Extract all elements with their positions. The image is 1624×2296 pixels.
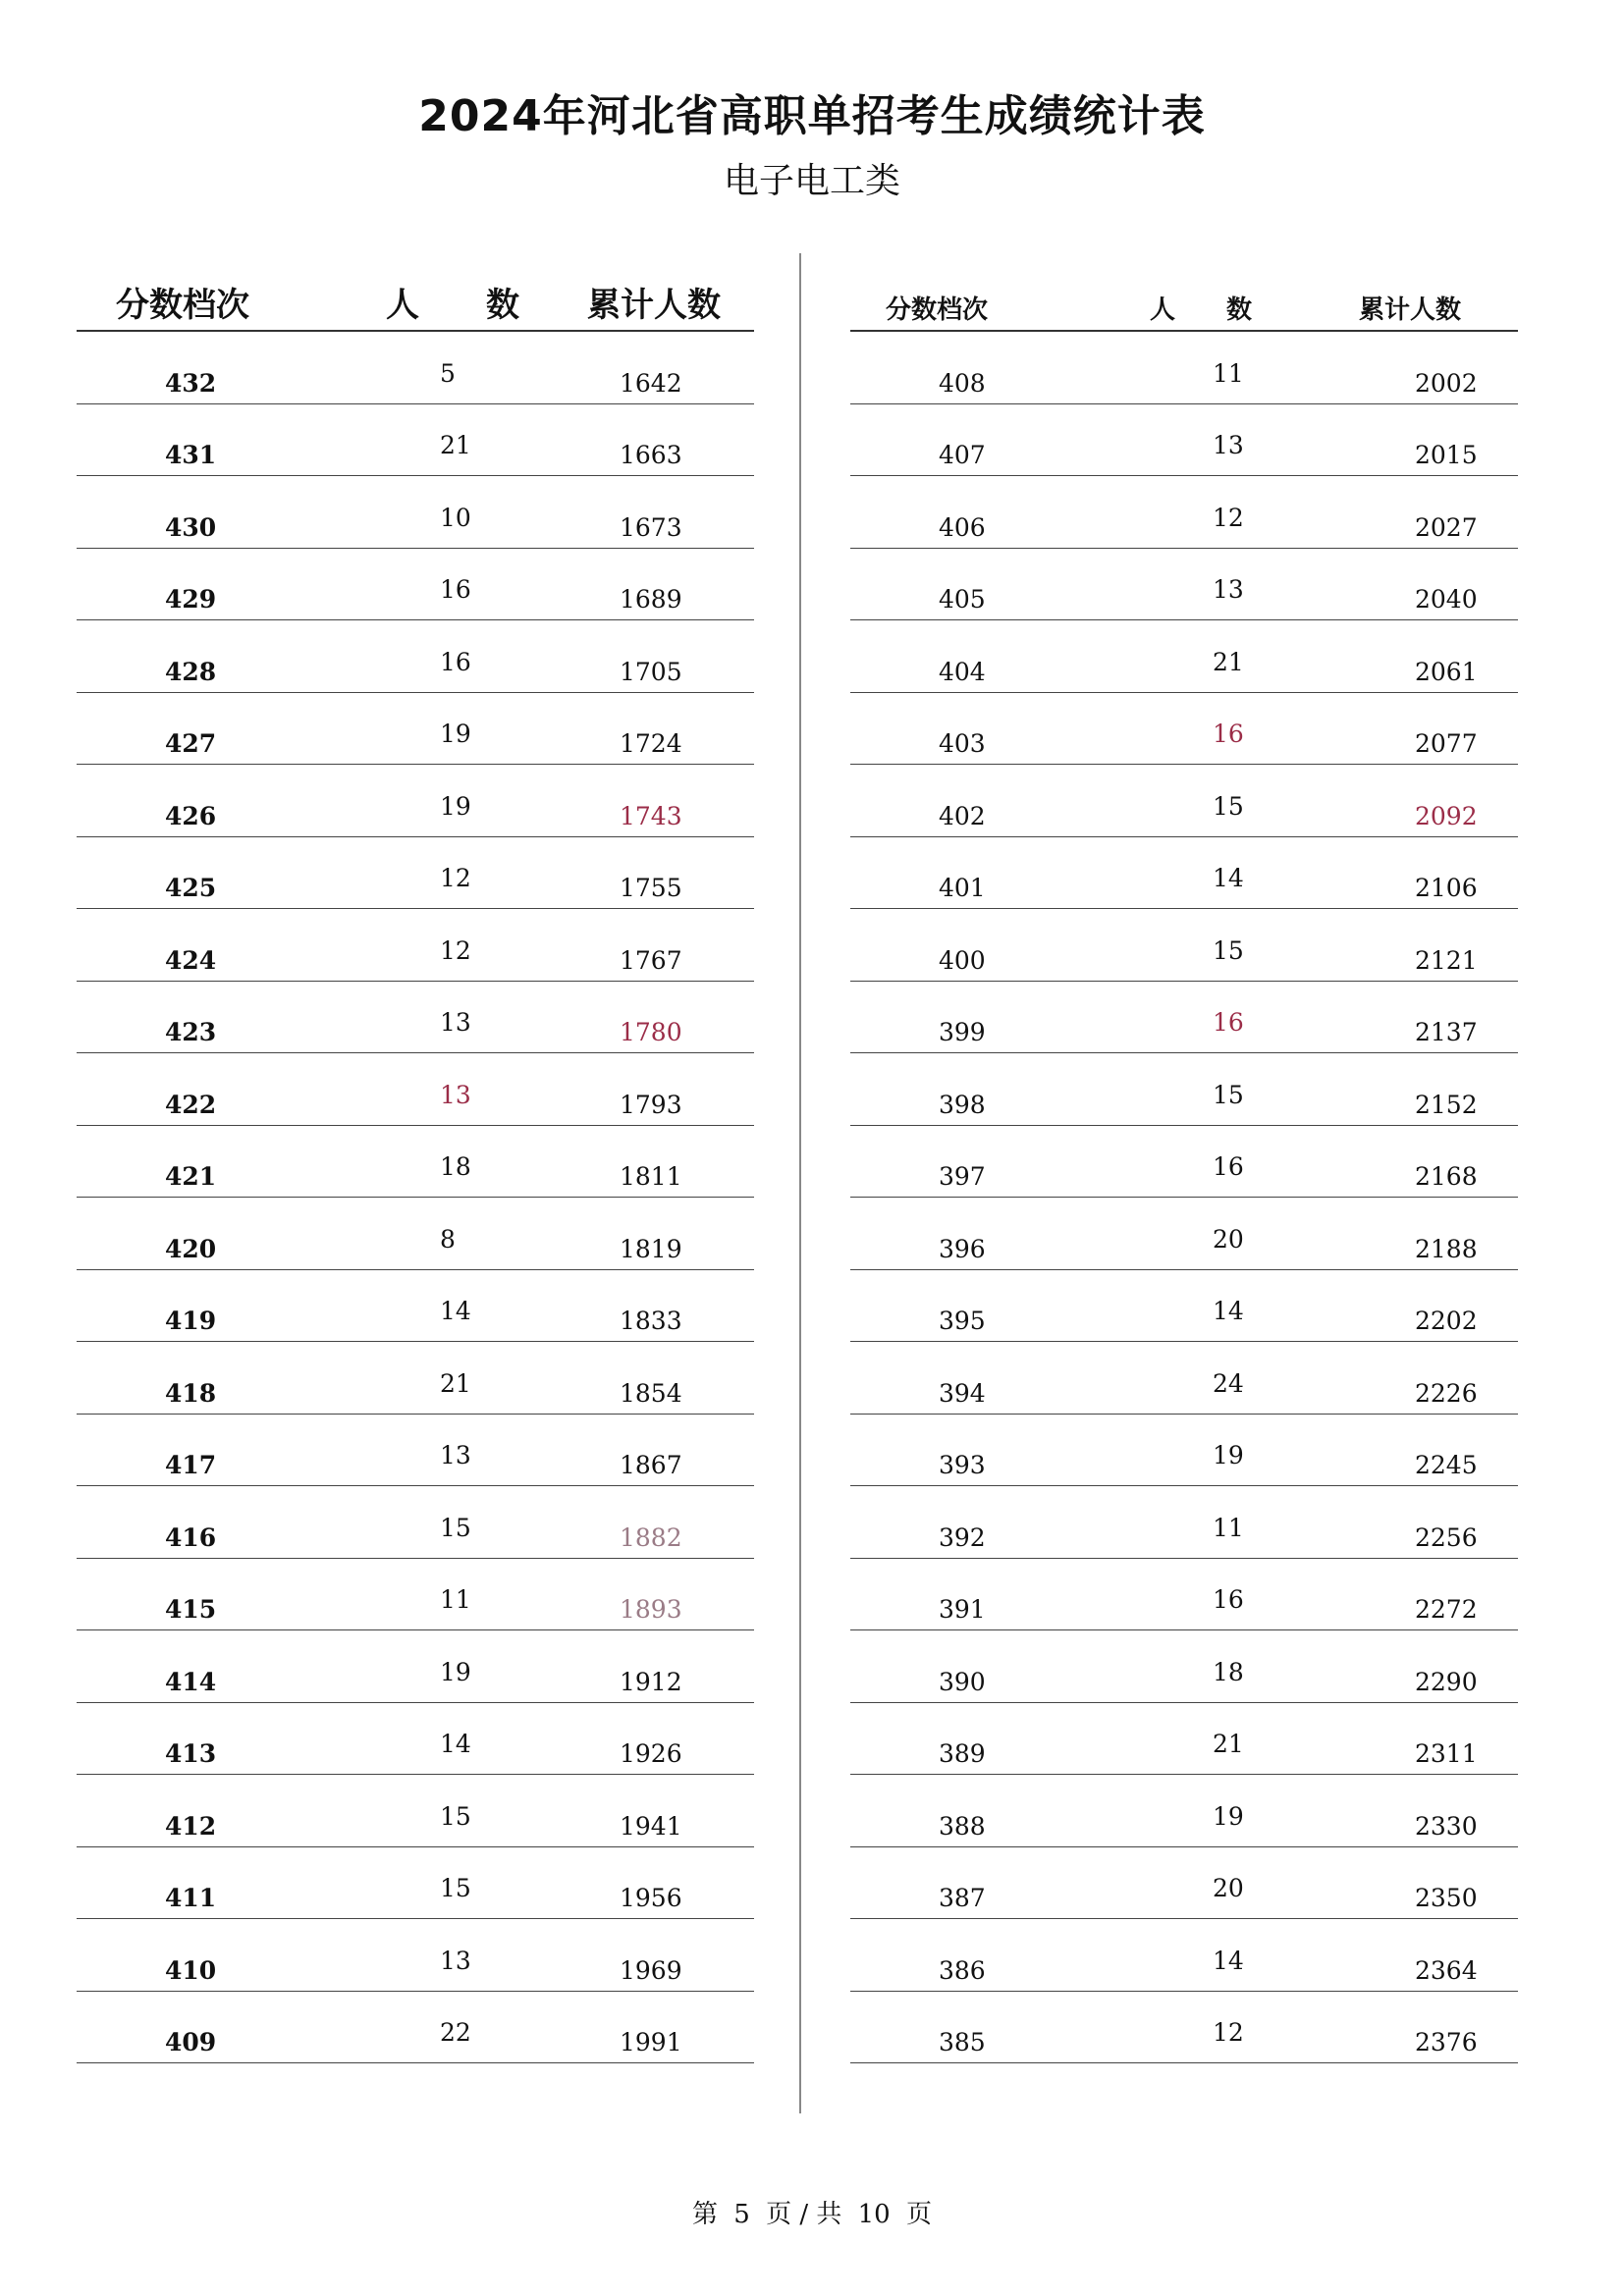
count-cell: 14 [440, 1730, 471, 1758]
table-row [850, 1847, 1518, 1920]
count-cell: 5 [440, 358, 456, 388]
score-cell: 419 [165, 1307, 217, 1335]
table-row [850, 1342, 1518, 1415]
count-cell: 14 [1213, 1297, 1244, 1325]
footer-prefix: 第 [691, 2200, 718, 2229]
count-cell: 19 [440, 1657, 471, 1686]
score-cell: 429 [165, 585, 217, 614]
count-cell: 15 [1213, 1080, 1244, 1109]
count-cell: 19 [1213, 1441, 1244, 1469]
count-cell: 8 [440, 1224, 456, 1254]
cumulative-cell: 2272 [1415, 1595, 1478, 1624]
score-cell: 395 [939, 1307, 986, 1335]
count-cell: 21 [440, 1368, 471, 1398]
score-cell: 431 [165, 441, 217, 469]
table-body [77, 332, 754, 2063]
count-cell: 18 [1213, 1657, 1244, 1686]
header-cumulative: 累计人数 [1359, 295, 1462, 325]
score-cell: 420 [165, 1234, 217, 1263]
count-cell: 16 [1213, 1152, 1244, 1181]
score-cell: 388 [939, 1811, 986, 1841]
footer-total-pages: 10 [857, 2200, 891, 2229]
cumulative-cell: 1969 [620, 1955, 682, 1985]
count-cell: 19 [440, 720, 471, 748]
table-row [77, 909, 754, 982]
table-row [850, 1559, 1518, 1631]
table-row [77, 693, 754, 766]
score-table-right [850, 279, 1518, 2063]
cumulative-cell: 2364 [1415, 1955, 1478, 1985]
table-row [850, 693, 1518, 766]
score-cell: 403 [939, 729, 986, 758]
table-row [850, 1919, 1518, 1992]
cumulative-cell: 2061 [1415, 657, 1478, 686]
score-cell: 409 [165, 2028, 217, 2056]
table-row [850, 1486, 1518, 1559]
table-row [77, 1053, 754, 1126]
score-cell: 428 [165, 657, 217, 686]
score-cell: 401 [939, 874, 986, 902]
cumulative-cell: 1780 [620, 1018, 682, 1046]
score-cell: 389 [939, 1739, 986, 1768]
count-cell: 14 [1213, 864, 1244, 892]
table-row [77, 1342, 754, 1415]
count-cell: 16 [440, 575, 471, 604]
score-cell: 410 [165, 1955, 217, 1985]
table-row [850, 1630, 1518, 1703]
cumulative-cell: 2350 [1415, 1884, 1478, 1912]
table-row [850, 1126, 1518, 1199]
score-cell: 415 [165, 1595, 217, 1624]
page-subtitle: 电子电工类 [723, 161, 900, 201]
count-cell: 14 [1213, 1946, 1244, 1975]
table-row [77, 332, 754, 404]
score-cell: 421 [165, 1162, 217, 1191]
cumulative-cell: 1642 [620, 368, 682, 398]
count-cell: 12 [1213, 503, 1244, 532]
cumulative-cell: 1926 [620, 1739, 682, 1768]
score-cell: 423 [165, 1018, 217, 1046]
cumulative-cell: 1893 [620, 1595, 682, 1624]
table-row [77, 982, 754, 1054]
count-cell: 22 [440, 2018, 471, 2047]
score-cell: 407 [939, 441, 986, 469]
count-cell: 16 [1213, 1585, 1244, 1614]
cumulative-cell: 1767 [620, 945, 682, 975]
count-cell: 15 [440, 1801, 471, 1831]
count-cell: 11 [1213, 1513, 1244, 1542]
table-row [77, 1415, 754, 1487]
table-row [850, 549, 1518, 621]
count-cell: 15 [440, 1874, 471, 1902]
cumulative-cell: 2290 [1415, 1667, 1478, 1696]
table-row [850, 1415, 1518, 1487]
cumulative-cell: 1941 [620, 1811, 682, 1841]
table-header [850, 279, 1518, 332]
header-score: 分数档次 [116, 286, 249, 325]
table-row [850, 620, 1518, 693]
table-row [77, 1847, 754, 1920]
score-cell: 418 [165, 1378, 217, 1408]
count-cell: 16 [1213, 720, 1244, 748]
count-cell: 21 [1213, 1730, 1244, 1758]
score-cell: 430 [165, 512, 217, 542]
header-score: 分数档次 [886, 295, 989, 325]
count-cell: 16 [1213, 1008, 1244, 1037]
table-row [850, 982, 1518, 1054]
table-row [850, 1270, 1518, 1343]
count-cell: 15 [1213, 935, 1244, 965]
cumulative-cell: 2015 [1415, 441, 1478, 469]
table-row [77, 620, 754, 693]
table-row [77, 1126, 754, 1199]
table-row [850, 332, 1518, 404]
cumulative-cell: 2376 [1415, 2028, 1478, 2056]
score-cell: 402 [939, 801, 986, 830]
cumulative-cell: 1793 [620, 1090, 682, 1119]
table-row [850, 1053, 1518, 1126]
count-cell: 16 [440, 647, 471, 676]
count-cell: 21 [440, 431, 471, 459]
cumulative-cell: 2002 [1415, 368, 1478, 398]
table-row [850, 1992, 1518, 2064]
table-row [77, 837, 754, 910]
count-cell: 20 [1213, 1224, 1244, 1254]
cumulative-cell: 2092 [1415, 801, 1478, 830]
table-row [850, 476, 1518, 549]
footer-suffix: 页 [906, 2200, 933, 2229]
cumulative-cell: 2226 [1415, 1378, 1478, 1408]
score-cell: 398 [939, 1090, 986, 1119]
cumulative-cell: 1882 [620, 1522, 682, 1552]
score-cell: 386 [939, 1955, 986, 1985]
table-row [850, 909, 1518, 982]
score-cell: 413 [165, 1739, 217, 1768]
score-cell: 391 [939, 1595, 986, 1624]
score-cell: 425 [165, 874, 217, 902]
score-cell: 424 [165, 945, 217, 975]
table-row [77, 404, 754, 477]
table-row [77, 1198, 754, 1270]
table-row [850, 765, 1518, 837]
count-cell: 24 [1213, 1368, 1244, 1398]
count-cell: 15 [440, 1513, 471, 1542]
count-cell: 13 [440, 1008, 471, 1037]
cumulative-cell: 2202 [1415, 1307, 1478, 1335]
score-cell: 400 [939, 945, 986, 975]
cumulative-cell: 1956 [620, 1884, 682, 1912]
table-row [77, 476, 754, 549]
cumulative-cell: 2152 [1415, 1090, 1478, 1119]
page-title: 2024年河北省高职单招考生成绩统计表 [418, 91, 1206, 141]
count-cell: 10 [440, 503, 471, 532]
score-cell: 390 [939, 1667, 986, 1696]
cumulative-cell: 1867 [620, 1451, 682, 1479]
cumulative-cell: 2040 [1415, 585, 1478, 614]
cumulative-cell: 2137 [1415, 1018, 1478, 1046]
score-cell: 405 [939, 585, 986, 614]
score-cell: 394 [939, 1378, 986, 1408]
cumulative-cell: 2311 [1415, 1739, 1478, 1768]
score-cell: 406 [939, 512, 986, 542]
table-row [77, 1486, 754, 1559]
table-row [77, 1775, 754, 1847]
cumulative-cell: 1673 [620, 512, 682, 542]
count-cell: 12 [1213, 2018, 1244, 2047]
cumulative-cell: 2330 [1415, 1811, 1478, 1841]
score-cell: 417 [165, 1451, 217, 1479]
table-row [850, 1775, 1518, 1847]
cumulative-cell: 1833 [620, 1307, 682, 1335]
cumulative-cell: 1663 [620, 441, 682, 469]
score-cell: 412 [165, 1811, 217, 1841]
count-cell: 13 [440, 1080, 471, 1109]
count-cell: 12 [440, 864, 471, 892]
count-cell: 21 [1213, 647, 1244, 676]
table-row [77, 765, 754, 837]
table-row [77, 1630, 754, 1703]
table-row [77, 1703, 754, 1776]
table-row [77, 1919, 754, 1992]
count-cell: 14 [440, 1297, 471, 1325]
score-cell: 404 [939, 657, 986, 686]
table-row [850, 1703, 1518, 1776]
score-cell: 422 [165, 1090, 217, 1119]
count-cell: 20 [1213, 1874, 1244, 1902]
cumulative-cell: 1991 [620, 2028, 682, 2056]
score-cell: 432 [165, 368, 217, 398]
cumulative-cell: 2106 [1415, 874, 1478, 902]
score-cell: 387 [939, 1884, 986, 1912]
score-cell: 411 [165, 1884, 217, 1912]
score-cell: 426 [165, 801, 217, 830]
score-cell: 397 [939, 1162, 986, 1191]
cumulative-cell: 1854 [620, 1378, 682, 1408]
cumulative-cell: 2168 [1415, 1162, 1478, 1191]
cumulative-cell: 2188 [1415, 1234, 1478, 1263]
score-cell: 399 [939, 1018, 986, 1046]
cumulative-cell: 1811 [620, 1162, 682, 1191]
count-cell: 18 [440, 1152, 471, 1181]
footer-mid: 页 / 共 [766, 2200, 842, 2229]
score-cell: 427 [165, 729, 217, 758]
score-table-left [77, 279, 754, 2063]
cumulative-cell: 2256 [1415, 1522, 1478, 1552]
count-cell: 12 [440, 935, 471, 965]
count-cell: 11 [1213, 358, 1244, 388]
table-header [77, 279, 754, 332]
cumulative-cell: 2245 [1415, 1451, 1478, 1479]
table-row [77, 1559, 754, 1631]
table-body [850, 332, 1518, 2063]
header-count: 人 数 [386, 286, 519, 325]
table-row [850, 1198, 1518, 1270]
score-cell: 396 [939, 1234, 986, 1263]
cumulative-cell: 1912 [620, 1667, 682, 1696]
count-cell: 19 [1213, 1801, 1244, 1831]
cumulative-cell: 1705 [620, 657, 682, 686]
cumulative-cell: 2077 [1415, 729, 1478, 758]
cumulative-cell: 1743 [620, 801, 682, 830]
count-cell: 13 [1213, 431, 1244, 459]
count-cell: 11 [440, 1585, 471, 1614]
count-cell: 13 [440, 1441, 471, 1469]
cumulative-cell: 1755 [620, 874, 682, 902]
count-cell: 13 [440, 1946, 471, 1975]
score-cell: 416 [165, 1522, 217, 1552]
cumulative-cell: 2027 [1415, 512, 1478, 542]
cumulative-cell: 1724 [620, 729, 682, 758]
page-footer [0, 2194, 1624, 2230]
cumulative-cell: 1689 [620, 585, 682, 614]
score-cell: 393 [939, 1451, 986, 1479]
count-cell: 19 [440, 791, 471, 821]
table-row [850, 837, 1518, 910]
cumulative-cell: 1819 [620, 1234, 682, 1263]
table-row [77, 1992, 754, 2064]
cumulative-cell: 2121 [1415, 945, 1478, 975]
score-cell: 392 [939, 1522, 986, 1552]
column-divider [799, 253, 801, 2113]
score-cell: 414 [165, 1667, 217, 1696]
table-row [77, 1270, 754, 1343]
header-count: 人 数 [1150, 295, 1253, 325]
score-cell: 408 [939, 368, 986, 398]
table-row [77, 549, 754, 621]
footer-page-number: 5 [733, 2200, 750, 2229]
table-row [850, 404, 1518, 477]
score-cell: 385 [939, 2028, 986, 2056]
count-cell: 15 [1213, 791, 1244, 821]
header-cumulative: 累计人数 [587, 286, 721, 325]
count-cell: 13 [1213, 575, 1244, 604]
